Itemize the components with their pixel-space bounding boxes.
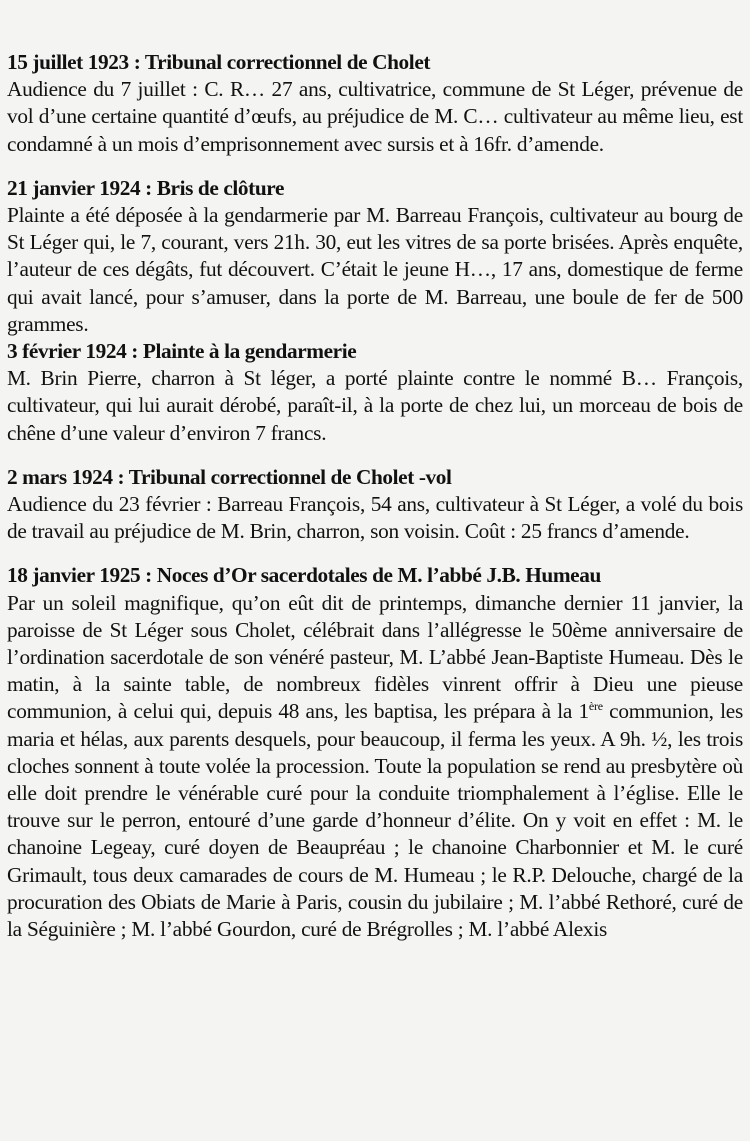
entry-body: M. Brin Pierre, charron à St léger, a porté plainte contre le nommé B… François, cultivateur, qui lui aurait dérobé, paraît-il, à la porte de chez lui, un morceau de bois de chêne d’une valeur d’environ 7 francs. <box>7 366 743 445</box>
entry-body: Plainte a été déposée à la gendarmerie par M. Barreau François, cultivateur au bourg de St Léger qui, le 7, courant, vers 21h. 30, eut les vitres de sa porte brisées. Après enquête, l’auteur de ces dégâts, fut découvert. C’était le jeune H…, 17 ans, domestique de ferme qui avait lancé, pour s’amuser, dans la porte de M. Barreau, une boule de fer de 500 grammes. <box>7 203 743 336</box>
entry-bris-de-cloture <box>7 175 743 338</box>
entry-heading: 15 juillet 1923 : Tribunal correctionnel de Cholet <box>7 50 431 74</box>
entry-tribunal-vol <box>7 464 743 546</box>
body-text: Par un soleil magnifique, qu’on eût dit de printemps, dimanche dernier 11 janvier, la paroisse de St Léger sous Cholet, célébrait dans l’allégresse le 50ème anniversaire de l’ordination sacerdotale de son vénéré pasteur, M. L’abbé Jean-Baptiste Humeau. Dès le matin, à la sainte table, de nombreux fidèles vinrent offrir à Dieu une pieuse communion, à celui qui, depuis 48 ans, les baptisa, les prépara à la 1 <box>7 590 743 724</box>
entry-body: Audience du 23 février : Barreau François, 54 ans, cultivateur à St Léger, a volé du bois de travail au préjudice de M. Brin, charron, son voisin. Coût : 25 francs d’amende. <box>7 492 743 544</box>
entry-heading: 2 mars 1924 : Tribunal correctionnel de Cholet -vol <box>7 464 452 489</box>
body-text: communion, les maria et hélas, aux parents desquels, pour beaucoup, il ferma les yeux. A 9h. ½, les trois cloches sonnent à toute volée la procession. Toute la population se rend au presbytère où elle doit prendre le vénérable curé pour la conduite triomphalement à l’église. Elle le trouve sur le perron, entouré d’une garde d’honneur d’élite. On y voit en effet : M. le chanoine Legeay, curé doyen de Beaupréau ; le chanoine Charbonnier et M. le curé Grimault, tous deux camarades de cours de M. Humeau ; le R.P. Delouche, chargé de la procuration des Obiats de Marie à Paris, cousin du jubilaire ; M. l’abbé Rethoré, curé de la Séguinière ; M. l’abbé Gourdon, curé de Brégrolles ; M. l’abbé Alexis <box>7 699 744 942</box>
entry-heading: 18 janvier 1925 : Noces d’Or sacerdotales de M. l’abbé J.B. Humeau <box>7 563 601 588</box>
document-page <box>7 49 743 943</box>
entry-plainte-gendarmerie <box>7 338 743 447</box>
entry-heading: 3 février 1924 : Plainte à la gendarmerie <box>7 339 357 364</box>
entry-heading: 21 janvier 1924 : Bris de clôture <box>7 175 285 200</box>
superscript-ere: ère <box>588 699 603 714</box>
spacer <box>7 545 743 562</box>
entry-tribunal-1923 <box>7 49 743 158</box>
entry-body: Audience du 7 juillet : C. R… 27 ans, cultivatrice, commune de St Léger, prévenue de vol d’une certaine quantité d’œufs, au préjudice de M. C… cultivateur au même lieu, est condamné à un mois d’emprisonnement avec sursis et à 16fr. d’amende. <box>7 77 743 156</box>
entry-noces-dor <box>7 562 743 943</box>
entry-body <box>7 590 743 944</box>
spacer <box>7 158 743 175</box>
spacer <box>7 447 743 464</box>
